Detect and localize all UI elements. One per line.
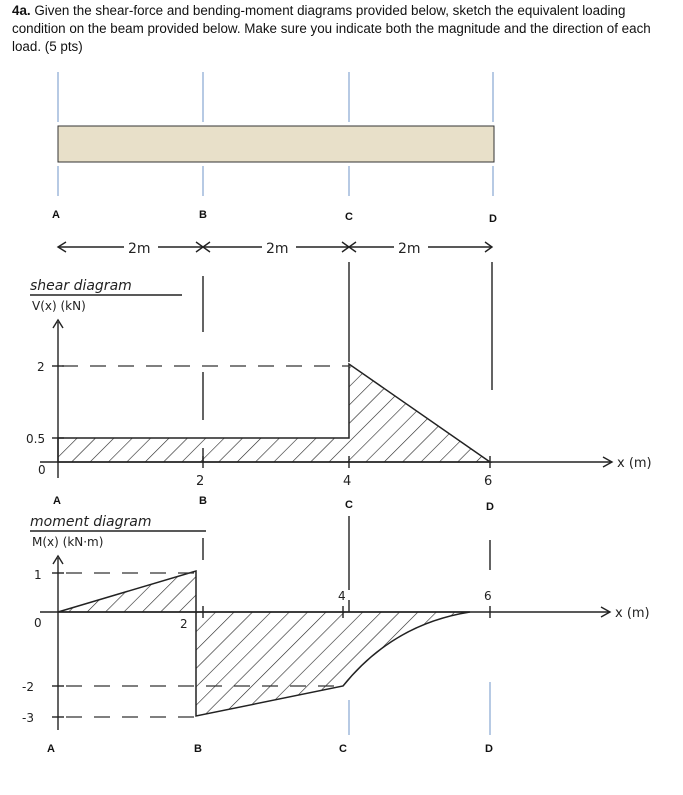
beam-label-c: C [345,211,353,223]
moment-ylabel: M(x) (kN·m) [32,535,104,549]
beam-label-b: B [199,209,207,221]
shear-xtick-6: 6 [484,474,493,489]
moment-label-d: D [485,743,493,755]
moment-area-negative [196,612,470,716]
beam-label-d: D [489,213,497,225]
shear-label-c: C [345,499,353,511]
moment-xtick-6: 6 [484,589,492,603]
moment-ytick-neg3: -3 [22,711,34,725]
moment-xtick-2: 2 [180,617,188,631]
question-number: 4a. [12,3,31,18]
shear-marker-lines [203,262,492,462]
shear-ytick-0: 0 [38,463,46,477]
moment-label-a: A [47,743,55,755]
shear-title: shear diagram [30,278,132,294]
moment-label-c: C [339,743,347,755]
shear-xtick-4: 4 [343,474,352,489]
beam [58,126,494,162]
shear-xlabel: x (m) [617,456,652,471]
span-label-bc: 2m [266,241,289,257]
moment-xlabel: x (m) [615,606,650,621]
moment-xtick-4: 4 [338,589,346,603]
shear-label-d: D [486,501,494,513]
guide-lines-bottom [349,682,490,735]
moment-ytick-0: 0 [34,616,42,630]
shear-label-b: B [199,495,207,507]
shear-ylabel: V(x) (kN) [32,299,86,313]
beam-label-a: A [52,209,60,221]
span-label-cd: 2m [398,241,421,257]
moment-title: moment diagram [30,514,152,530]
span-label-ab: 2m [128,241,151,257]
shear-xtick-2: 2 [196,474,205,489]
moment-ytick-neg2: -2 [22,680,34,694]
moment-ytick-1: 1 [34,568,42,582]
moment-area-positive [58,571,196,612]
shear-area [58,364,490,462]
question-body: Given the shear-force and bending-moment diagrams provided below, sketch the equivalent loading condition on the beam provided below. Make sure you indicate both the magnitude and the direction of each load. (5 pts) [12,3,651,54]
moment-marker-lines [203,516,490,612]
shear-ytick-2: 2 [37,360,45,374]
shear-label-a: A [53,495,61,507]
shear-ytick-05: 0.5 [26,432,46,446]
moment-label-b: B [194,743,202,755]
